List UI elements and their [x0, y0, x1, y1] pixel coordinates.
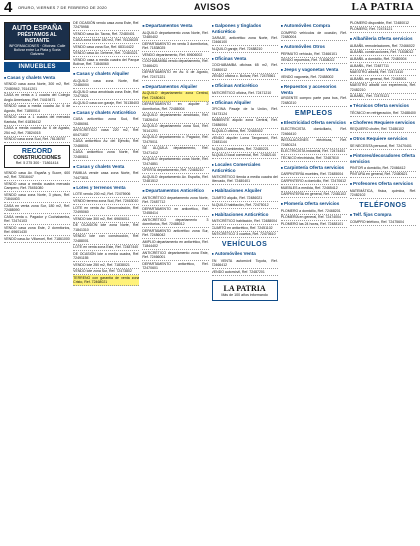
- category-heading: ■ Repuestos y accesorios Venta: [281, 84, 347, 95]
- classified-ad: LOTE en venta zona Este, Ref. 72487440: [73, 245, 139, 250]
- classified-ad: ALBAÑIL remodelaciones, Ref. 72466022: [349, 43, 415, 48]
- classified-ad: COCHABAMBA vendo departamento, Ref. 72466421: [142, 59, 209, 68]
- category-heading: ■ Lotes y terrenos Venta: [73, 185, 139, 191]
- display-ad-title: AUTO ESPAÑA: [11, 25, 63, 32]
- classified-ad: ANTICRÉTICO 3 cuartos, Ref. 72470610: [212, 232, 278, 239]
- classified-ad: VENDO automóvil, Ref. 72487201: [212, 269, 278, 276]
- classified-ad: PLOMERO disponible, Ref. 72480012: [350, 20, 416, 27]
- category-heading: ■ Habitaciones Alquiler: [212, 188, 278, 194]
- classified-ad: ANTICRÉTICO oficina, Ref. 72471210: [212, 90, 278, 97]
- category-heading: ■ Jeeps y vagonetas Venta: [281, 67, 347, 73]
- category-heading: ■ Oficinas Venta: [212, 56, 278, 62]
- classified-ad: VENDO terreno zona Sud, Ref. 72463010: [73, 198, 139, 203]
- category-heading: ■ Telf. fijos Compra: [350, 212, 416, 218]
- classified-ad: ALQUILO departamento amoblado, Ref. 71826414: [142, 113, 209, 122]
- classified-ad: VENDO casa zona Sur, Ref. 68314422: [73, 44, 139, 51]
- category-heading: ■ Plomería Oferta servicios: [281, 201, 347, 207]
- classified-ad: COMPRO vehículos de ocasión, Ref. 72480004: [280, 30, 347, 39]
- classified-ad: OFICINA Pasaje de la Unión, Ref. 74473124: [211, 107, 278, 116]
- column-5: [281, 20, 347, 542]
- classified-ad: DEPARTAMENTO en venta 3 dormitorios, Ref. 71838025: [142, 41, 209, 50]
- classified-ad: ANTICRÉTICO tienda a media cuadra del Mercado, Ref. 72480401: [211, 175, 278, 184]
- classified-ad: CASA a media cuadra Av. 6 de Agosto, 254 m2, Ref. 73824015: [4, 126, 71, 135]
- promo-logo: LA PATRIA: [223, 283, 266, 293]
- classified-ad: ALQUILO casa con garaje, Ref. 76138403: [73, 100, 139, 105]
- category-heading: ■ Departamentos Anticrético: [142, 188, 208, 194]
- classified-ad: VENDO casa a media cuadra mercado Campero, Ref. 75451080: [4, 181, 71, 191]
- category-heading: ■ Departamentos Alquiler: [142, 84, 208, 90]
- column-1: [4, 20, 70, 542]
- classified-ad: ALBAÑIL en general, Ref. 72465001: [350, 76, 416, 83]
- classified-ad: CASA en venta zona Sur, 180 m2, Ref. 72488090: [4, 203, 71, 213]
- display-ad: [4, 145, 70, 168]
- display-ad-text: INFORMACIONES · Oficinas: Calle Bolívar entre La Plata y Soria Galvarro: [8, 44, 66, 57]
- category-heading: ■ Pintores/decoradores Oferta servicios: [350, 153, 416, 164]
- category-heading: ■ Galpones y tinglados Anticrético: [212, 23, 278, 34]
- classified-ad: CASA anticrético zona Norte, Ref. 72480811: [73, 150, 140, 159]
- classified-ad: ALQUILO departamento zona Norte, Ref. 72480402: [142, 30, 209, 39]
- category-heading: ■ Otros Requiere servicios: [350, 136, 416, 142]
- promo-tagline: Más de 100 años informando: [221, 292, 268, 297]
- classified-ad: ALBAÑIL a domicilio, Ref. 72480004: [350, 56, 416, 63]
- category-heading: ■ Profesores Oferta servicios: [350, 181, 416, 187]
- classified-ad: CASA en venta a 1 cuadra del Colegio Anglo Americano, Ref. 74419471: [4, 93, 71, 102]
- classified-ad: VENDO vagoneta, Ref. 72488002: [281, 74, 347, 81]
- classified-ad: PLOMERO a domicilio, Ref. 72468201: [281, 208, 347, 215]
- classified-ad-highlighted: TERRENO con garantía de venta zona Cristo, Ref. 72468021: [73, 275, 140, 285]
- classified-ad: ALQUILO ambientes, Ref. 72480221: [212, 146, 278, 153]
- classified-ad: VENDO departamento, Ref. 69606002: [142, 52, 208, 59]
- classified-ad: VENDO casa Av. Tacna, Ref. 72480401: [73, 31, 139, 38]
- category-heading: ■ Técnicos Oferta servicios: [350, 103, 416, 109]
- classified-ad: ALQUILO oficina, Ref. 72465402: [212, 129, 278, 136]
- date-line: ORURO, VIERNES 7 DE FEBRERO DE 2020: [18, 5, 107, 10]
- display-ad-subtitle: CONSTRUCCIONES: [13, 155, 61, 162]
- classified-ad: ALQUILO habitación, Ref. 72475012: [212, 202, 278, 209]
- classified-ad: VENDO casa Av. Dehene, Ref. 72484321: [73, 51, 138, 56]
- category-heading: ■ Electricidad Oferta servicios: [281, 120, 347, 126]
- column-2: [73, 20, 139, 542]
- classified-ad: DEPARTAMENTO en alquiler 2 dormitorios, Ref. 72488004: [142, 102, 209, 111]
- classified-ad: INSTALACIONES eléctricas, Ref. 72480124: [280, 138, 347, 147]
- classified-ad: PLOMERÍA en general, Ref. 72474004: [281, 215, 347, 222]
- classified-ad: MAESTRO albañil con experiencia, Ref. 72482210: [349, 83, 417, 92]
- classified-ad: ALQUILO casa amoblada zona Este, Ref. 72473521: [73, 89, 140, 99]
- classified-ad: REQUIERO chofer, Ref. 72486102: [350, 127, 416, 134]
- classified-ad-highlighted: ALQUILO departamento zona Central, Ref. 72480401: [142, 91, 209, 100]
- classified-ad: ALQUILO casa zona Norte, Ref. 72486004: [73, 78, 140, 88]
- classified-ad: SE NECESITA personal, Ref. 72470401: [350, 143, 416, 150]
- section-banner-telefonos: TELÉFONOS: [359, 202, 407, 210]
- newspaper-logo: LA PATRIA: [351, 1, 414, 13]
- classified-ad: VENDO casa Av. Villarroel, Ref. 71861000: [4, 236, 70, 241]
- classified-ad: VENDO casa zona Sud, Ref. 76136767: [4, 137, 70, 144]
- classified-ad: PINTURA en general, Ref. 72480621: [350, 172, 416, 179]
- classified-ad: COCHABAMBA oficinas 65 m2, Ref. 72480012: [211, 63, 278, 72]
- classified-ad: PERMUTO vehículo, Ref. 72466101: [281, 51, 347, 58]
- classified-ad: ALQUILO garaje, Ref. 72488210: [212, 46, 278, 53]
- classified-ad: CARPINTERO a domicilio, Ref. 72470612: [280, 178, 347, 183]
- classified-ad: VENDO lote con construcción, Ref. 72488001: [73, 234, 140, 243]
- classified-ad: VENDO repuestos, Ref. 71838022: [281, 58, 347, 65]
- category-heading: ■ Oficinas Anticrético: [212, 83, 278, 89]
- classified-ad: EN VENTA automóvil Toyota, Ref. 72466412: [211, 258, 278, 268]
- classified-ad: VENDO casa a media cuadra Av. 6 de Agosto, Ref. 71850014: [4, 104, 71, 113]
- classified-ad: VENDO casa a media cuadra del Parque Bolívar, Ref. 71846060: [73, 57, 140, 67]
- classified-ad: VENDO casa zona Este, 2 dormitorios, Ref. 69601430: [4, 225, 71, 235]
- classified-ad: DEPARTAMENTO en anticrético, Ref. 72458414: [142, 206, 209, 216]
- classified-ad: DEPARTAMENTO anticrético, Ref. 72470601: [142, 261, 209, 271]
- classified-ad: AMBIENTE alquilo zona Central, Ref. 72486004: [211, 118, 278, 127]
- classified-ad: ANTICRÉTICO habitación, Ref. 72488004: [211, 219, 278, 224]
- classified-ad: LOTE vendo 200 m2, Ref. 72475906: [73, 192, 139, 199]
- classified-ad: ALBAÑIL, Ref. 72475121: [350, 94, 416, 101]
- classified-ad: VENDO casa a 1 cuadra del mercado Kantuta, Ref. 61836412: [4, 115, 71, 124]
- category-heading: ■ Locales Comerciales Anticrético: [212, 162, 278, 173]
- section-title: AVISOS: [194, 2, 231, 12]
- classified-ad: CASA zona Norte 180 m2, Ref. 76126025: [73, 38, 139, 43]
- category-heading: ■ Habitaciones Anticrético: [212, 212, 278, 218]
- classified-ad: TÉCNICO electricista, Ref. 72487810: [281, 155, 347, 162]
- classified-ad: AMPLIO departamento en anticrético, Ref. 71844402: [142, 239, 209, 249]
- classified-ad: PLOMERO las 24 horas, Ref. 72488101: [281, 221, 347, 228]
- classified-ad: DEPARTAMENTO en Av. 6 de Agosto, Ref. 72471221: [142, 70, 209, 79]
- classified-ad: VENDO oficina c. Bolívar, Ref. 72475561: [212, 74, 278, 81]
- classified-ad: ANTICRÉTICO departamento zona Este, Ref. 72466001: [142, 250, 209, 260]
- classified-ad: SE ALQUILA departamento, Ref. 72471412: [142, 146, 209, 155]
- category-heading: ■ Oficinas Alquiler: [212, 100, 278, 106]
- category-heading: ■ Automóviles Compra: [281, 23, 347, 29]
- category-heading: ■ Choferes Requiere servicios: [350, 120, 416, 126]
- classified-ad: VENDO casa Av. España y Sucre, 600 m2, Ref. 72516447: [4, 170, 71, 180]
- classified-ad: ALBAÑIL, Ref. 72487711: [350, 63, 416, 70]
- classified-ad: ALQUILO local comercial, Ref. 72482144: [211, 153, 276, 158]
- classified-ad: LOTE en venta Av. Circunvalación, Ref. 72495060: [73, 205, 140, 214]
- classified-ad: CASA anticrético zona Sud, Ref. 72486061: [73, 117, 140, 126]
- category-heading: ■ Casas y chalets Venta: [4, 75, 70, 81]
- page-number: 4: [4, 0, 13, 16]
- category-heading: ■ Automóviles Otros: [281, 44, 347, 50]
- section-banner-vehiculos: VEHÍCULOS: [221, 241, 268, 249]
- classified-ad: ALQUILO departamento Av. España, Ref. 72481512: [142, 174, 209, 184]
- category-heading: ■ Casas y chalets Alquiler: [73, 71, 139, 77]
- classified-ad: FAMILIA vende casa zona Norte, Ref. 74473831: [73, 171, 140, 180]
- classified-ad: CARPINTERÍA en general, Ref. 72481102: [280, 192, 347, 197]
- classified-ad: DE OCASIÓN lote zona Norte, Ref. 71841310: [73, 223, 140, 232]
- classified-ad: VENDO alquiler Loma Tangananí, Ref. 72481144: [211, 135, 278, 145]
- classified-ad: ALQUILO departamento zona Norte, Ref. 72474851: [142, 157, 209, 166]
- classified-ad: CUARTO alquilo, Ref. 72486021: [212, 195, 278, 202]
- classified-ad: ALBAÑIL construcciones, Ref. 71838012: [350, 50, 416, 57]
- display-ad: [4, 22, 70, 60]
- column-4: [212, 20, 278, 542]
- column-6: [350, 20, 416, 542]
- classified-ad: URGENTE compro parte para bus, Ref. 72480210: [280, 96, 347, 105]
- classified-ad: ANTICRÉTICO departamento 3 dormitorios, Ref. 72488012: [142, 217, 209, 227]
- classified-ad: DE OCASIÓN lote a media cuadra, Ref. 72491155: [73, 251, 140, 261]
- classified-ad: MATEMÁTICA, física, química, Ref. 72482102: [349, 188, 417, 198]
- column-3: [142, 20, 208, 542]
- classified-ad: MUEBLES a medida, Ref. 72465412: [281, 185, 347, 192]
- classified-ad: ANTICRÉTICO departamento zona Norte, Ref. 72487712: [142, 195, 209, 205]
- display-ad-subtitle: PRÉSTAMOS AL INSTANTE: [17, 32, 57, 44]
- classified-ad: OFERTA departamento, Ref. 72465210: [142, 168, 208, 175]
- classified-ad: CASA venta c. Pagador y Cochabamba, Ref. 72474103: [4, 214, 71, 224]
- classifieds-columns: [4, 20, 416, 542]
- classified-ad: PINTOR a domicilio, Ref. 72466412: [350, 165, 416, 172]
- classified-ad: CARPINTERÍA muebles, Ref. 72485004: [281, 172, 347, 179]
- classified-ad: DEPARTAMENTO anticrético zona Sur, Ref. 72486042: [142, 228, 209, 238]
- classified-ad: CASA anticrético Av. del Ejército, Ref. 72488001: [73, 139, 140, 148]
- section-banner-empleos: EMPLEOS: [294, 109, 333, 117]
- category-heading: ■ Casas y chalets Venta: [73, 164, 139, 170]
- classified-ad: ELECTRICISTA industrial, Ref. 72474451: [280, 149, 346, 154]
- category-heading: ■ Automóviles Venta: [212, 251, 278, 257]
- category-heading: ■ Casas y chalets Anticrético: [73, 110, 139, 116]
- classified-ad: COMPRO teléfono, Ref. 72475604: [350, 219, 416, 226]
- classified-ad: VENDO lote 250 m2, Ref. 71838021: [73, 262, 139, 269]
- classified-ad: ALQUILO departamento zona Sud, Ref. 76141201: [142, 124, 209, 133]
- category-heading: ■ Carpintería Oferta servicios: [281, 165, 347, 171]
- classified-ad: TÉCNICO en refrigeración, Ref. 72488400: [349, 110, 416, 115]
- category-heading: ■ Albañilería Oferta servicios: [350, 36, 416, 42]
- section-header: INMUEBLES: [4, 62, 70, 72]
- newspaper-promo: [212, 280, 278, 301]
- display-ad-title: RECORD: [21, 148, 53, 156]
- classified-ad: ELECTRICISTA domiciliario, Ref. 72466410: [280, 127, 347, 136]
- classified-ad: VENDO casa zona Norte, 3 pisos, Ref. 71844403: [4, 192, 71, 202]
- classified-ad: GARAJE, anticrético zona Norte, Ref. 72466100: [211, 35, 278, 44]
- classified-ad: MAESTRO albañil, Ref. 72471410: [350, 70, 416, 77]
- classified-ad: CUARTO en anticrético, Ref. 72451102: [212, 225, 278, 232]
- classified-ad: VENDO lote 300 m2, Ref. 69606011: [73, 216, 139, 223]
- classified-ad: VENDO lote zona Sur, Ref. 72473802: [73, 269, 139, 276]
- category-heading: ■ Departamentos Venta: [142, 23, 208, 29]
- classified-ad: ALQUILO departamento c. Pagador, Ref. 72475011: [142, 135, 209, 144]
- classified-ad: ANTICRÉTICO casa 220 m2, Ref. 60471837: [73, 128, 140, 137]
- page-header: [0, 0, 420, 16]
- display-ad-text: Ref. 5 275 300 · 71861414: [15, 161, 59, 166]
- classified-ad: VENDO casa zona Norte, 300 m2, Ref. 72480942, 76141201: [4, 82, 71, 91]
- classified-ad: PLOMERO, Ref. 72474121: [350, 27, 416, 34]
- classified-ad: DE OCASIÓN vendo casa zona Este, Ref. 72475958: [73, 20, 140, 29]
